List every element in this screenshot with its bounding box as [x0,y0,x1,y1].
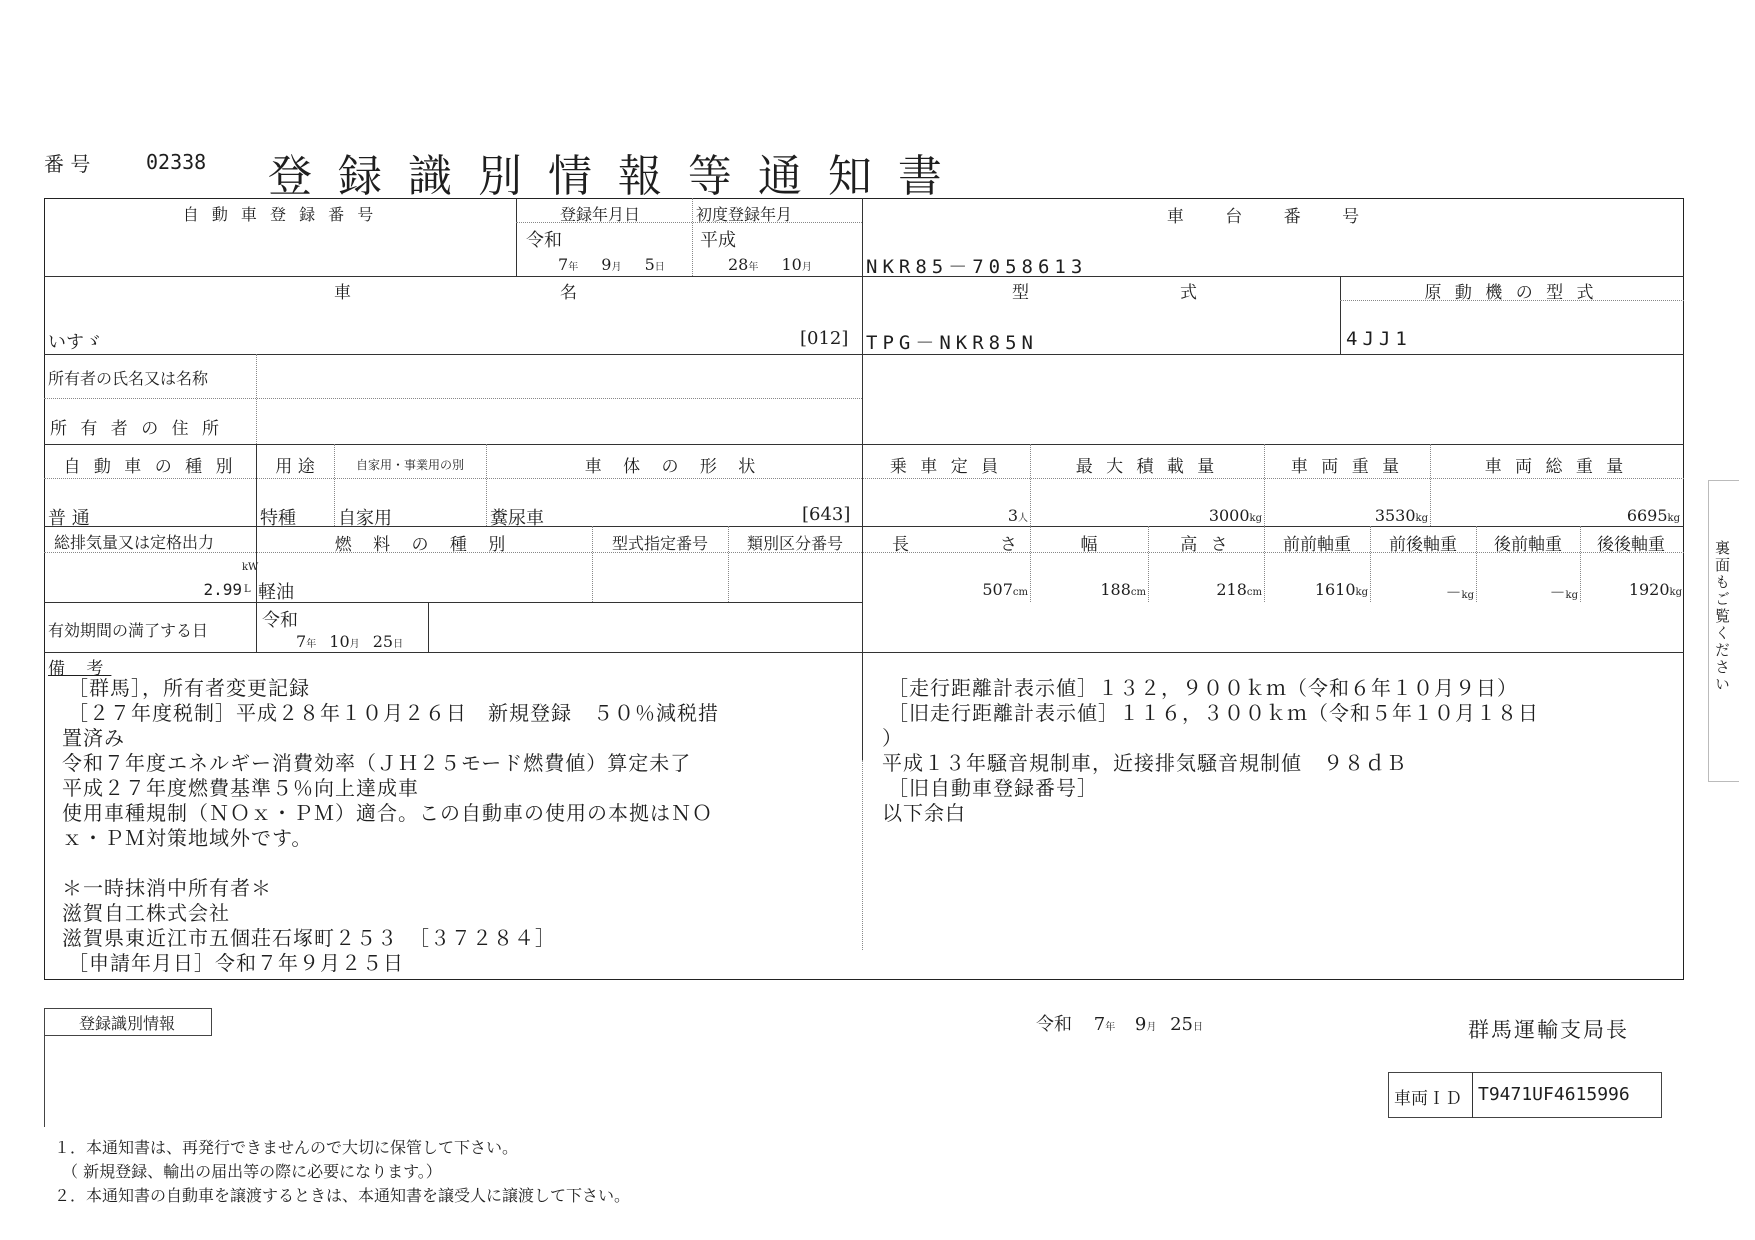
front-rear-axle-label: 前後軸重 [1389,535,1457,555]
body-shape-code: [643] [802,504,851,525]
remark-line: 滋賀県東近江市五個荘石塚町２５３ ［３７２８４］ [62,926,556,950]
document-number: 02338 [146,150,207,174]
remark-line: 置済み [62,726,125,750]
issue-date: 令和 7年 9月 25日 [1036,1014,1204,1035]
validity-date: 7年 10月 25日 [296,632,404,651]
category-number-label: 類別区分番号 [746,534,843,553]
validity-label: 有効期間の満了する日 [48,621,209,640]
owner-address-label: 所 有 者 の 住 所 [50,419,224,439]
remark-line: ） [882,726,903,750]
validity-era: 令和 [262,610,298,631]
gross-weight-value: 6695kg [1626,506,1680,525]
model-label-1: 型 [1012,283,1029,303]
engine-model-value: 4JJ1 [1346,328,1412,350]
remark-line: 滋賀自工株式会社 [62,901,230,925]
chassis-number: NKR85－7058613 [866,256,1088,278]
registration-date: 7年 9月 5日 [558,255,665,274]
remark-line: ［走行距離計表示値］１３２，９００ｋｍ（令和６年１０月９日） [888,676,1518,700]
remarks-left-column [62,676,719,976]
footer-note: ２．本通知書の自動車を譲渡するときは、本通知書を譲受人に譲渡して下さい。 [54,1186,631,1205]
footer-note: １．本通知書は、再発行できませんので大切に保管して下さい。 [54,1138,519,1157]
vehicle-weight-value: 3530kg [1374,506,1428,525]
type-approval-number-label: 型式指定番号 [611,534,708,553]
remark-line: 令和７年度エネルギー消費効率（ＪＨ２５モード燃費値）算定未了 [62,751,692,775]
max-load-value: 3000kg [1208,506,1262,525]
car-name-code: [012] [800,328,849,349]
vehicle-type-label: 自 動 車 の 種 別 [63,457,237,477]
length-value: 507cm [982,580,1028,599]
engine-model-label: 原 動 機 の 型 式 [1424,283,1598,303]
car-name: いすゞ [48,332,102,353]
vehicle-id-label: 車両ＩＤ [1394,1089,1462,1109]
max-load-label: 最 大 積 載 量 [1075,457,1219,477]
remarks-label: 備 考 [48,659,112,679]
width-value: 188cm [1100,580,1146,599]
vehicle-type-value: 普 通 [48,508,90,529]
height-value: 218cm [1216,580,1262,599]
document-number-label: 番 号 [44,152,91,176]
private-business-label: 自家用・事業用の別 [355,458,464,472]
remark-line: ［旧走行距離計表示値］１１６，３００ｋｍ（令和５年１０月１８日 [888,701,1539,725]
height-label: 高 さ [1180,535,1232,555]
remark-line: ＊一時抹消中所有者＊ [62,876,272,900]
remark-line [68,851,719,876]
first-registration-era: 平成 [700,230,736,251]
owner-name-label: 所有者の氏名又は名称 [48,369,209,388]
rear-rear-axle-label: 後後軸重 [1597,535,1665,555]
use-value: 特種 [260,508,296,529]
issuer-name: 群馬運輸支局長 [1468,1018,1629,1042]
remark-line: ［旧自動車登録番号］ [888,776,1098,800]
displacement-label: 総排気量又は定格出力 [54,533,215,552]
kw-unit: kW [242,562,259,573]
rear-rear-axle-value: 1920kg [1628,580,1682,599]
side-note-text: 裏面もご覧ください [1713,540,1731,693]
model-label-2: 式 [1180,283,1197,303]
car-name-label-2: 名 [560,283,577,303]
displacement-value: 2.99 [203,580,242,599]
remark-line: ｘ・ＰＭ対策地域外です。 [62,826,313,850]
body-shape-label: 車 体 の 形 状 [584,457,764,477]
fuel-type-value: 軽油 [258,582,294,603]
registration-date-label: 登録年月日 [560,205,641,224]
model-value: TPG－NKR85N [866,332,1038,354]
gross-weight-label: 車 両 総 重 量 [1484,457,1628,477]
registration-info-label: 登録識別情報 [78,1014,175,1033]
front-rear-axle-value: －kg [1445,583,1474,602]
remark-line: 平成１３年騒音規制車，近接排気騒音規制値 ９８ｄＢ [882,751,1407,775]
capacity-value: 3人 [1007,506,1028,525]
capacity-label: 乗 車 定 員 [889,457,1003,477]
fuel-type-label: 燃 料 の 種 別 [334,535,514,555]
front-front-axle-label: 前前軸重 [1283,535,1351,555]
remark-line: ［群馬］，所有者変更記録 [68,676,310,700]
first-registration-date: 28年 10月 [728,255,812,274]
rear-front-axle-label: 後前軸重 [1494,535,1562,555]
footer-note: （ 新規登録、輸出の届出等の際に必要になります。） [54,1162,442,1181]
registration-number-label: 自 動 車 登 録 番 号 [182,205,378,224]
remark-line: 平成２７年度燃費基準５％向上達成車 [62,776,419,800]
use-label: 用 途 [275,457,315,477]
vehicle-id-value: T9471UF4615996 [1478,1084,1630,1105]
remark-line: ［申請年月日］令和７年９月２５日 [68,951,404,975]
width-label: 幅 [1080,535,1098,555]
chassis-number-label: 車 台 番 号 [1166,207,1378,227]
length-label-1: 長 [892,535,909,555]
car-name-label-1: 車 [334,283,351,303]
rear-front-axle-value: －kg [1549,583,1578,602]
body-shape-value: 糞尿車 [490,508,544,529]
remark-line: 使用車種規制（ＮＯｘ・ＰＭ）適合。この自動車の使用の本拠はＮＯ [62,801,713,825]
length-label-2: さ [1000,535,1017,555]
remarks-right-column [882,676,1539,826]
remark-line: ［２７年度税制］平成２８年１０月２６日 新規登録 ５０％減税措 [68,701,719,725]
registration-era: 令和 [526,230,562,251]
liter-unit: L [244,584,251,595]
private-business-value: 自家用 [338,508,392,529]
vehicle-weight-label: 車 両 重 量 [1290,457,1404,477]
remark-line: 以下余白 [882,801,966,825]
front-front-axle-value: 1610kg [1314,580,1368,599]
footer-notes [54,1136,630,1208]
first-registration-label: 初度登録年月 [696,205,793,224]
document-title: 登 録 識 別 情 報 等 通 知 書 [268,151,948,202]
